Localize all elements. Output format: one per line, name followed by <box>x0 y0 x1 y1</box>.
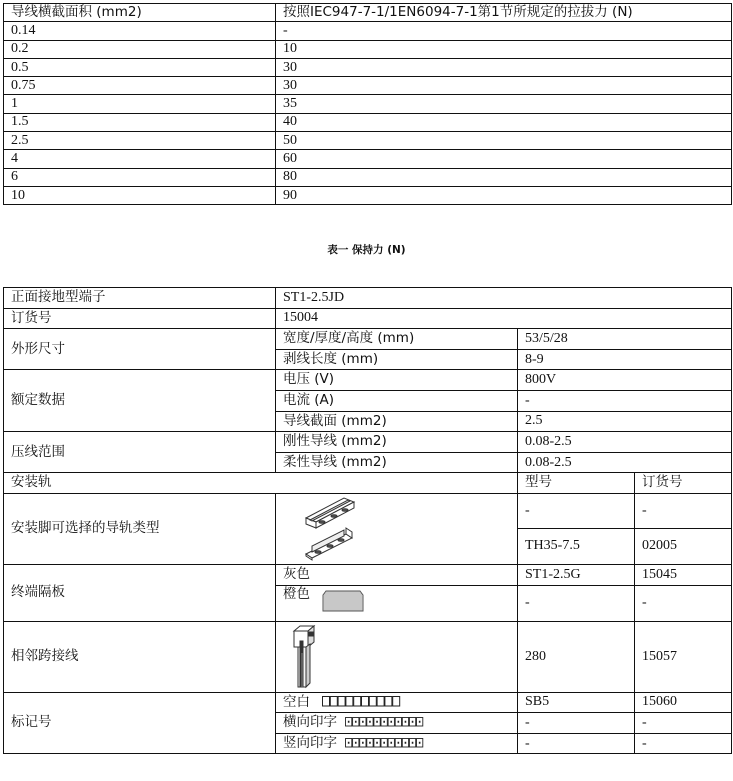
marker-cell <box>346 697 353 707</box>
pullout-force-cell: 60 <box>276 150 732 168</box>
marker-blank-order: 15060 <box>635 692 732 713</box>
order-value: 15004 <box>276 308 732 329</box>
table-row <box>4 77 732 95</box>
table-row <box>4 621 732 692</box>
pullout-force-cell: 40 <box>276 113 732 131</box>
pullout-force-cell: 30 <box>276 58 732 76</box>
marker-print-mark <box>377 721 379 723</box>
header-cross-section: 导线横截面积 (mm2) <box>4 4 276 22</box>
jumper-image-cell <box>276 621 518 692</box>
dimensions-value: 53/5/28 <box>518 329 732 350</box>
pullout-force-cell: 90 <box>276 186 732 204</box>
marker-print-mark <box>419 721 421 723</box>
vertical-print-marker-icon <box>345 738 425 748</box>
table-row <box>4 168 732 186</box>
din-rail-icon <box>298 494 398 564</box>
table-row <box>4 150 732 168</box>
marker-print-mark <box>355 721 357 723</box>
table-row <box>4 132 732 150</box>
marker-vertical-model: - <box>518 733 635 754</box>
horizontal-print-marker-icon <box>345 717 425 727</box>
jumper-label: 相邻跨接线 <box>4 621 276 692</box>
end-plate-orange-cell <box>276 585 518 621</box>
marker-print-mark <box>391 721 393 723</box>
marker-cell <box>354 697 361 707</box>
marker-print-mark <box>419 742 421 744</box>
pullout-force-table <box>3 3 732 205</box>
product-label: 正面接地型端子 <box>4 288 276 309</box>
pullout-force-cell: 50 <box>276 132 732 150</box>
strip-length-name: 剥线长度 (mm) <box>276 349 518 370</box>
marker-print-mark <box>377 742 379 744</box>
cross-section-cell: 0.2 <box>4 40 276 58</box>
table-header-row <box>4 4 732 22</box>
order-label: 订货号 <box>4 308 276 329</box>
order-header: 订货号 <box>635 473 732 494</box>
pullout-force-cell: 35 <box>276 95 732 113</box>
rated-label: 额定数据 <box>4 370 276 432</box>
marker-horizontal-cell <box>276 713 518 734</box>
pullout-force-cell: - <box>276 22 732 40</box>
marker-blank-name: 空白 <box>283 693 310 710</box>
marker-print-mark <box>391 742 393 744</box>
marker-print-mark <box>355 742 357 744</box>
table-row <box>4 432 732 453</box>
rail-order: 02005 <box>635 528 732 564</box>
cross-section-cell: 6 <box>4 168 276 186</box>
end-plate-orange-model: - <box>518 585 635 621</box>
din-rail-image-cell <box>276 493 518 564</box>
marker-print-mark <box>369 721 371 723</box>
marker-cell <box>385 697 392 707</box>
wire-section-value: 2.5 <box>518 411 732 432</box>
marker-cell <box>331 697 338 707</box>
marker-blank-cell <box>276 692 518 713</box>
rigid-wire-value: 0.08-2.5 <box>518 432 732 453</box>
table-row <box>4 564 732 585</box>
table-row <box>4 113 732 131</box>
marker-print-mark <box>369 742 371 744</box>
end-plate-gray-name: 灰色 <box>276 564 518 585</box>
rail-order: - <box>635 493 732 528</box>
marker-vertical-cell <box>276 733 518 754</box>
table-caption: 表一 保持力 (N) <box>327 244 406 256</box>
pullout-force-cell: 30 <box>276 77 732 95</box>
end-plate-gray-model: ST1-2.5G <box>518 564 635 585</box>
end-plate-gray-order: 15045 <box>635 564 732 585</box>
current-name: 电流 (A) <box>276 390 518 411</box>
spec-table <box>3 287 732 754</box>
table-row <box>4 58 732 76</box>
rail-model: - <box>518 493 635 528</box>
table-row <box>4 493 732 528</box>
marker-print-mark <box>384 742 386 744</box>
wire-section-name: 导线截面 (mm2) <box>276 411 518 432</box>
marker-print-mark <box>348 721 350 723</box>
end-plate-label: 终端隔板 <box>4 564 276 621</box>
cross-section-cell: 0.14 <box>4 22 276 40</box>
marker-vertical-name: 竖向印字 <box>283 734 337 751</box>
cross-section-cell: 1.5 <box>4 113 276 131</box>
rail-label: 安装脚可选择的导轨类型 <box>4 493 276 564</box>
jumper-model: 280 <box>518 621 635 692</box>
marker-print-mark <box>412 742 414 744</box>
marker-print-mark <box>405 721 407 723</box>
marker-cell <box>362 697 369 707</box>
marker-horizontal-order: - <box>635 713 732 734</box>
cross-section-cell: 4 <box>4 150 276 168</box>
table-row <box>4 308 732 329</box>
marker-blank-model: SB5 <box>518 692 635 713</box>
pullout-force-cell: 10 <box>276 40 732 58</box>
voltage-name: 电压 (V) <box>276 370 518 391</box>
dimensions-name: 宽度/厚度/高度 (mm) <box>276 329 518 350</box>
cross-section-cell: 1 <box>4 95 276 113</box>
marker-label: 标记号 <box>4 692 276 754</box>
rail-model: TH35-7.5 <box>518 528 635 564</box>
model-header: 型号 <box>518 473 635 494</box>
accessories-header-row <box>4 473 732 494</box>
blank-marker-strip-icon <box>322 696 404 707</box>
cross-section-cell: 0.5 <box>4 58 276 76</box>
table-row <box>4 95 732 113</box>
marker-cell <box>393 697 400 707</box>
table-row <box>4 288 732 309</box>
cross-section-cell: 2.5 <box>4 132 276 150</box>
marker-print-mark <box>398 742 400 744</box>
end-plate-orange-name: 橙色 <box>283 585 310 602</box>
table-row <box>4 186 732 204</box>
marker-print-mark <box>362 721 364 723</box>
marker-print-mark <box>362 742 364 744</box>
strip-length-value: 8-9 <box>518 349 732 370</box>
marker-print-mark <box>412 721 414 723</box>
marker-print-mark <box>384 721 386 723</box>
end-plate-orange-order: - <box>635 585 732 621</box>
marker-vertical-order: - <box>635 733 732 754</box>
end-plate-icon <box>322 590 364 612</box>
marker-horizontal-name: 横向印字 <box>283 714 337 731</box>
voltage-value: 800V <box>518 370 732 391</box>
pullout-force-cell: 80 <box>276 168 732 186</box>
flexible-wire-value: 0.08-2.5 <box>518 452 732 473</box>
flexible-wire-name: 柔性导线 (mm2) <box>276 452 518 473</box>
marker-cell <box>323 697 330 707</box>
table-row <box>4 692 732 713</box>
rigid-wire-name: 刚性导线 (mm2) <box>276 432 518 453</box>
clamping-label: 压线范围 <box>4 432 276 473</box>
marker-print-mark <box>405 742 407 744</box>
table-row <box>4 329 732 350</box>
rail-header-label: 安装轨 <box>4 473 518 494</box>
cross-section-cell: 10 <box>4 186 276 204</box>
header-pullout-force: 按照IEC947-7-1/1EN6094-7-1第1节所规定的拉拔力 (N) <box>276 4 732 22</box>
table-row <box>4 22 732 40</box>
marker-print-mark <box>398 721 400 723</box>
marker-horizontal-model: - <box>518 713 635 734</box>
marker-cell <box>338 697 345 707</box>
cross-section-cell: 0.75 <box>4 77 276 95</box>
dimensions-label: 外形尺寸 <box>4 329 276 370</box>
product-value: ST1-2.5JD <box>276 288 732 309</box>
jumper-icon <box>288 623 328 691</box>
table-row <box>4 40 732 58</box>
current-value: - <box>518 390 732 411</box>
jumper-order: 15057 <box>635 621 732 692</box>
marker-cell <box>377 697 384 707</box>
marker-cell <box>370 697 377 707</box>
marker-print-mark <box>348 742 350 744</box>
table-row <box>4 370 732 391</box>
